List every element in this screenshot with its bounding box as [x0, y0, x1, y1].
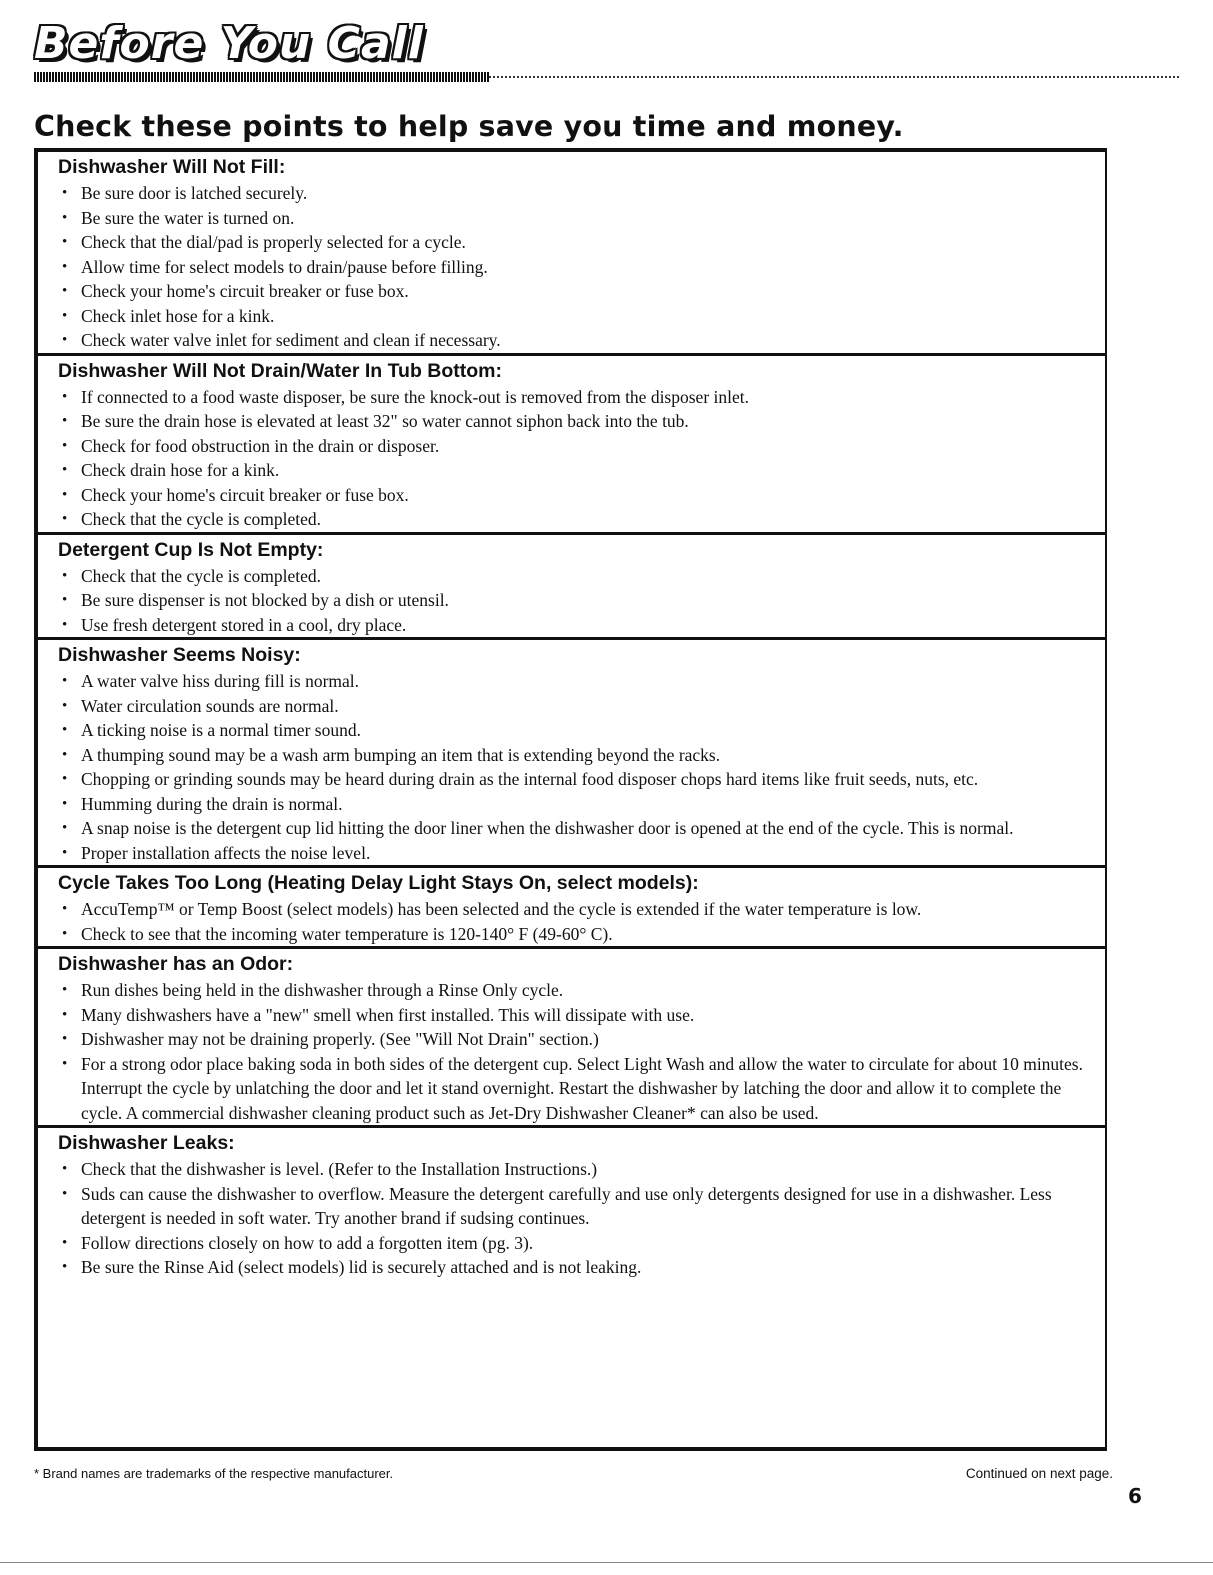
bullet-icon: • — [62, 1259, 68, 1275]
page-bottom-rule — [0, 1562, 1213, 1563]
checklist-item — [58, 1027, 1105, 1052]
checklist-item-text: Water circulation sounds are normal. — [81, 695, 339, 716]
section-heading: Detergent Cup Is Not Empty: — [58, 538, 324, 561]
checklist-item — [58, 718, 1105, 743]
checklist-item — [58, 922, 1105, 947]
checklist-item — [58, 458, 1105, 483]
troubleshooting-section — [38, 535, 1105, 641]
checklist-item-text: Humming during the drain is normal. — [81, 793, 343, 814]
checklist-item — [58, 1231, 1105, 1256]
troubleshooting-section — [38, 152, 1105, 356]
checklist-item-text: Check drain hose for a kink. — [81, 460, 280, 480]
checklist-item — [58, 564, 1105, 589]
checklist-item-text: If connected to a food waste disposer, be sure the knock-out is removed from the disposer inlet. — [81, 386, 749, 407]
bullet-icon: • — [62, 258, 68, 275]
checklist-item — [58, 1157, 1105, 1182]
bullet-icon: • — [62, 592, 68, 608]
checklist-item-text: Check that the dial/pad is properly selected for a cycle. — [81, 232, 466, 252]
checklist-item-text: A ticking noise is a normal timer sound. — [81, 720, 361, 740]
checklist — [58, 897, 1105, 946]
checklist-item-text: Follow directions closely on how to add a forgotten item (pg. 3). — [81, 1232, 534, 1253]
section-heading: Dishwasher Will Not Fill: — [58, 156, 286, 178]
checklist-item-text: Many dishwashers have a "new" smell when first installed. This will dissipate with use. — [81, 1004, 695, 1025]
checklist-item-text: Proper installation affects the noise level. — [81, 842, 371, 863]
bullet-icon: • — [62, 332, 68, 348]
checklist-item-text: Check inlet hose for a kink. — [81, 305, 275, 326]
troubleshooting-section — [38, 640, 1105, 868]
bullet-icon: • — [62, 388, 68, 405]
bullet-icon: • — [62, 511, 68, 527]
checklist-item — [58, 743, 1105, 768]
bullet-icon: • — [62, 925, 68, 942]
bullet-icon: • — [62, 616, 68, 633]
checklist-item — [58, 841, 1105, 866]
checklist-item — [58, 434, 1105, 459]
checklist-item-text: Dishwasher may not be draining properly. (See "Will Not Drain" section.) — [81, 1029, 599, 1049]
checklist-item-text: Run dishes being held in the dishwasher through a Rinse Only cycle. — [81, 980, 564, 1000]
checklist-item-text: Check that the dishwasher is level. (Refer to the Installation Instructions.) — [81, 1159, 598, 1179]
checklist-item-text: Check to see that the incoming water temperature is 120-140° F (49-60° C). — [81, 923, 613, 944]
bullet-icon: • — [62, 844, 68, 861]
checklist-item-text: Be sure dispenser is not blocked by a dish or utensil. — [81, 590, 449, 610]
bullet-icon: • — [62, 234, 68, 250]
bullet-icon: • — [62, 209, 68, 226]
section-heading: Cycle Takes Too Long (Heating Delay Light Stays On, select models): — [58, 872, 699, 894]
bullet-icon: • — [62, 771, 68, 787]
checklist-item — [58, 1182, 1105, 1231]
checklist-item-text: Suds can cause the dishwasher to overflow. Measure the detergent carefully and use only detergents designed for use in a dishwasher. Less detergent is needed in soft water. Try another brand if sudsing continues. — [81, 1183, 1052, 1228]
bullet-icon: • — [62, 283, 68, 299]
checklist-item-text: Check your home's circuit breaker or fuse box. — [81, 484, 409, 505]
checklist — [58, 1157, 1105, 1280]
checklist-item-text: A snap noise is the detergent cup lid hitting the door liner when the dishwasher door is opened at the end of the cycle. This is normal. — [81, 818, 1014, 838]
title-underline-thick — [34, 72, 489, 82]
bullet-icon: • — [62, 185, 68, 201]
checklist-item — [58, 978, 1105, 1003]
checklist-item — [58, 409, 1105, 434]
checklist-item — [58, 507, 1105, 532]
checklist-item — [58, 1255, 1105, 1280]
checklist — [58, 385, 1105, 532]
checklist-item-text: A water valve hiss during fill is normal. — [81, 671, 360, 691]
bullet-icon: • — [62, 673, 68, 689]
checklist-item — [58, 385, 1105, 410]
continued-note: Continued on next page. — [965, 1466, 1113, 1481]
bullet-icon: • — [62, 486, 68, 503]
bullet-icon: • — [62, 413, 68, 429]
checklist-item-text: Be sure the Rinse Aid (select models) lid is securely attached and is not leaking. — [81, 1257, 642, 1277]
bullet-icon: • — [62, 697, 68, 714]
bullet-icon: • — [62, 795, 68, 812]
checklist-item — [58, 230, 1105, 255]
trademark-footnote: * Brand names are trademarks of the respective manufacturer. — [34, 1466, 394, 1481]
bullet-icon: • — [62, 462, 68, 478]
checklist-item-text: Check that the cycle is completed. — [81, 509, 322, 529]
checklist-item-text: Be sure door is latched securely. — [81, 183, 308, 203]
title-underline-thin — [489, 76, 1179, 78]
troubleshooting-section — [38, 949, 1105, 1128]
bullet-icon: • — [62, 820, 68, 836]
checklist-item — [58, 1003, 1105, 1028]
page-title: Before You Call — [34, 18, 424, 69]
checklist-item-text: Check for food obstruction in the drain or disposer. — [81, 435, 440, 456]
checklist-item-text: AccuTemp™ or Temp Boost (select models) has been selected and the cycle is extended if the water temperature is low. — [81, 899, 922, 919]
checklist-item — [58, 279, 1105, 304]
checklist-item — [58, 181, 1105, 206]
checklist — [58, 564, 1105, 638]
bullet-icon: • — [62, 1006, 68, 1023]
bullet-icon: • — [62, 1234, 68, 1251]
bullet-icon: • — [62, 901, 68, 917]
bullet-icon: • — [62, 1055, 68, 1072]
checklist-item — [58, 792, 1105, 817]
checklist-item — [58, 483, 1105, 508]
bullet-icon: • — [62, 982, 68, 998]
checklist-item — [58, 613, 1105, 638]
checklist-item-text: For a strong odor place baking soda in both sides of the detergent cup. Select Light Wash and allow the water to circulate for about 10 minutes. Interrupt the cycle by unlatching the door and let it stand overnight. Restart the dishwasher by latching the door and allow it to complete the cycle. A commercial dishwasher cleaning product such as Jet-Dry Dishwasher Cleaner* can also be used. — [81, 1053, 1083, 1123]
checklist-item — [58, 304, 1105, 329]
section-heading: Dishwasher has an Odor: — [58, 953, 294, 975]
section-heading: Dishwasher Seems Noisy: — [58, 644, 301, 666]
checklist-item — [58, 767, 1105, 792]
checklist-item-text: Check that the cycle is completed. — [81, 565, 322, 586]
checklist-item — [58, 328, 1105, 353]
bullet-icon: • — [62, 746, 68, 763]
checklist-item-text: Chopping or grinding sounds may be heard during drain as the internal food disposer chops hard items like fruit seeds, nuts, etc. — [81, 769, 979, 789]
checklist-item — [58, 694, 1105, 719]
checklist-item-text: Check water valve inlet for sediment and clean if necessary. — [81, 330, 501, 350]
bullet-icon: • — [62, 437, 68, 454]
section-heading: Dishwasher Leaks: — [58, 1132, 235, 1154]
checklist-item — [58, 588, 1105, 613]
bullet-icon: • — [62, 722, 68, 738]
page-number: 6 — [1128, 1484, 1142, 1508]
bullet-icon: • — [62, 1185, 68, 1202]
checklist-item-text: Be sure the drain hose is elevated at least 32" so water cannot siphon back into the tub. — [81, 411, 689, 431]
checklist-item — [58, 206, 1105, 231]
troubleshooting-section — [38, 356, 1105, 535]
troubleshooting-section — [38, 868, 1105, 949]
checklist-item — [58, 897, 1105, 922]
checklist — [58, 181, 1105, 353]
checklist-item — [58, 255, 1105, 280]
troubleshooting-box — [34, 148, 1107, 1451]
section-heading: Dishwasher Will Not Drain/Water In Tub Bottom: — [58, 359, 502, 382]
checklist-item-text: Use fresh detergent stored in a cool, dry place. — [81, 614, 407, 635]
bullet-icon: • — [62, 1161, 68, 1177]
checklist-item-text: Be sure the water is turned on. — [81, 207, 295, 228]
checklist-item-text: Check your home's circuit breaker or fuse box. — [81, 281, 409, 301]
checklist-item-text: Allow time for select models to drain/pause before filling. — [81, 256, 488, 277]
checklist-item — [58, 669, 1105, 694]
bullet-icon: • — [62, 307, 68, 324]
checklist-item — [58, 1052, 1105, 1126]
bullet-icon: • — [62, 1031, 68, 1047]
checklist — [58, 978, 1105, 1125]
troubleshooting-section — [38, 1128, 1105, 1280]
checklist — [58, 669, 1105, 865]
bullet-icon: • — [62, 567, 68, 584]
checklist-item — [58, 816, 1105, 841]
page-subtitle: Check these points to help save you time and money. — [34, 110, 904, 143]
checklist-item-text: A thumping sound may be a wash arm bumping an item that is extending beyond the racks. — [81, 744, 721, 765]
